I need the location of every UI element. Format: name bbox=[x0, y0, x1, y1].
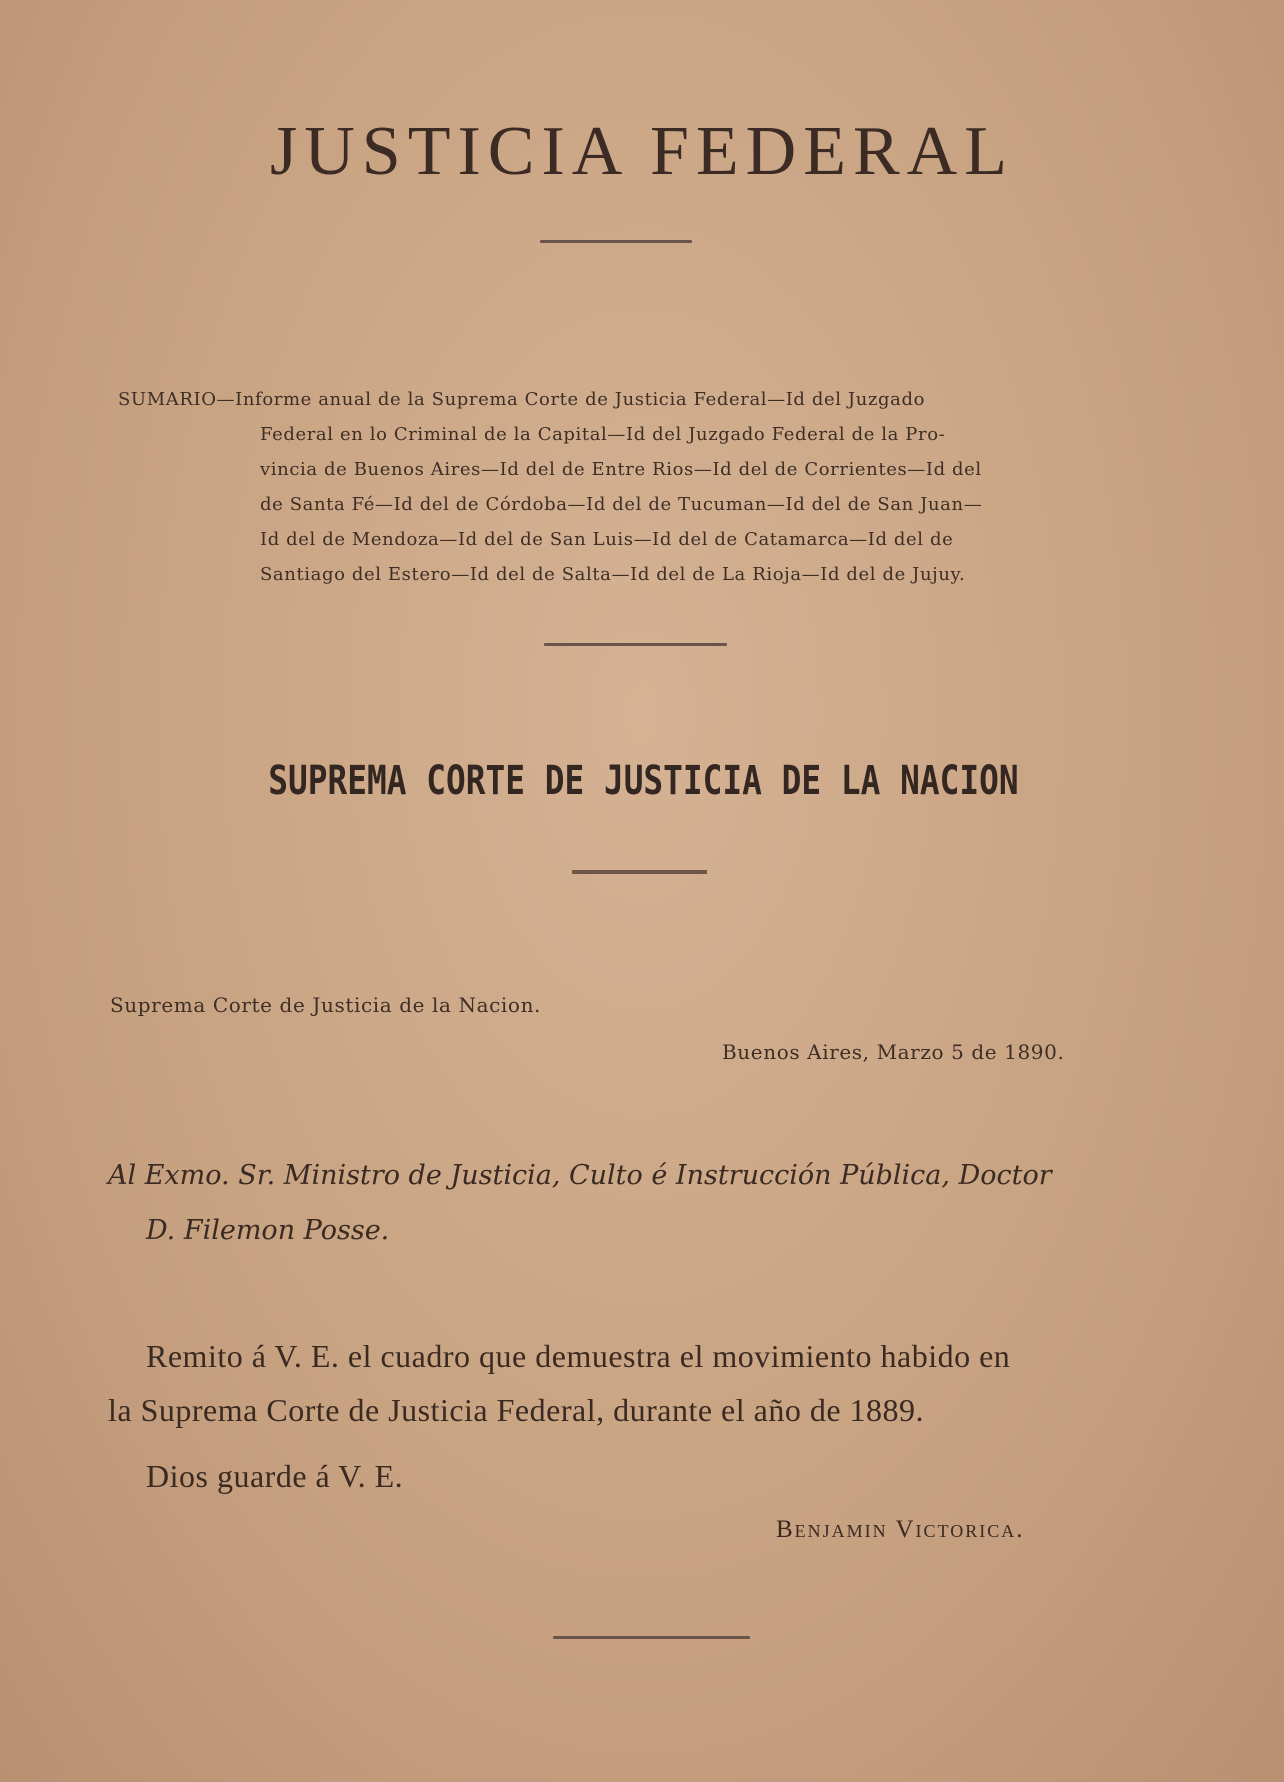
summary-line: de Santa Fé—Id del de Córdoba—Id del de Tucuman—Id del de San Juan— bbox=[260, 494, 983, 515]
section-heading: SUPREMA CORTE DE JUSTICIA DE LA NACION bbox=[268, 758, 1019, 804]
letter-place-date: Buenos Aires, Marzo 5 de 1890. bbox=[722, 1040, 1065, 1064]
summary-line: vincia de Buenos Aires—Id del de Entre Rios—Id del de Corrientes—Id del bbox=[260, 459, 982, 480]
summary-line: SUMARIO—Informe anual de la Suprema Corte de Justicia Federal—Id del Juzgado bbox=[118, 389, 926, 410]
letter-sender: Suprema Corte de Justicia de la Nacion. bbox=[110, 993, 542, 1017]
letter-body-line-1: Remito á V. E. el cuadro que demuestra el movimiento habido en bbox=[146, 1338, 1011, 1374]
divider-rule-2 bbox=[544, 643, 727, 646]
letter-addressee-line-2: D. Filemon Posse. bbox=[146, 1215, 390, 1246]
summary-line: Federal en lo Criminal de la Capital—Id del Juzgado Federal de la Pro- bbox=[260, 424, 946, 445]
letter-addressee-line-1: Al Exmo. Sr. Ministro de Justicia, Culto é Instrucción Pública, Doctor bbox=[108, 1160, 1052, 1191]
divider-rule-3 bbox=[572, 870, 707, 874]
summary-line: Santiago del Estero—Id del de Salta—Id del de La Rioja—Id del de Jujuy. bbox=[260, 564, 966, 585]
letter-signature: Benjamin Victorica. bbox=[776, 1516, 1025, 1543]
summary-line: Id del de Mendoza—Id del de San Luis—Id del de Catamarca—Id del de bbox=[260, 529, 954, 550]
page-title: JUSTICIA FEDERAL bbox=[270, 113, 1014, 190]
divider-rule-4 bbox=[553, 1636, 750, 1639]
summary-block bbox=[118, 382, 1158, 592]
letter-body-line-2: la Suprema Corte de Justicia Federal, durante el año de 1889. bbox=[108, 1392, 925, 1428]
divider-rule-1 bbox=[540, 240, 692, 243]
letter-closing: Dios guarde á V. E. bbox=[146, 1458, 404, 1494]
